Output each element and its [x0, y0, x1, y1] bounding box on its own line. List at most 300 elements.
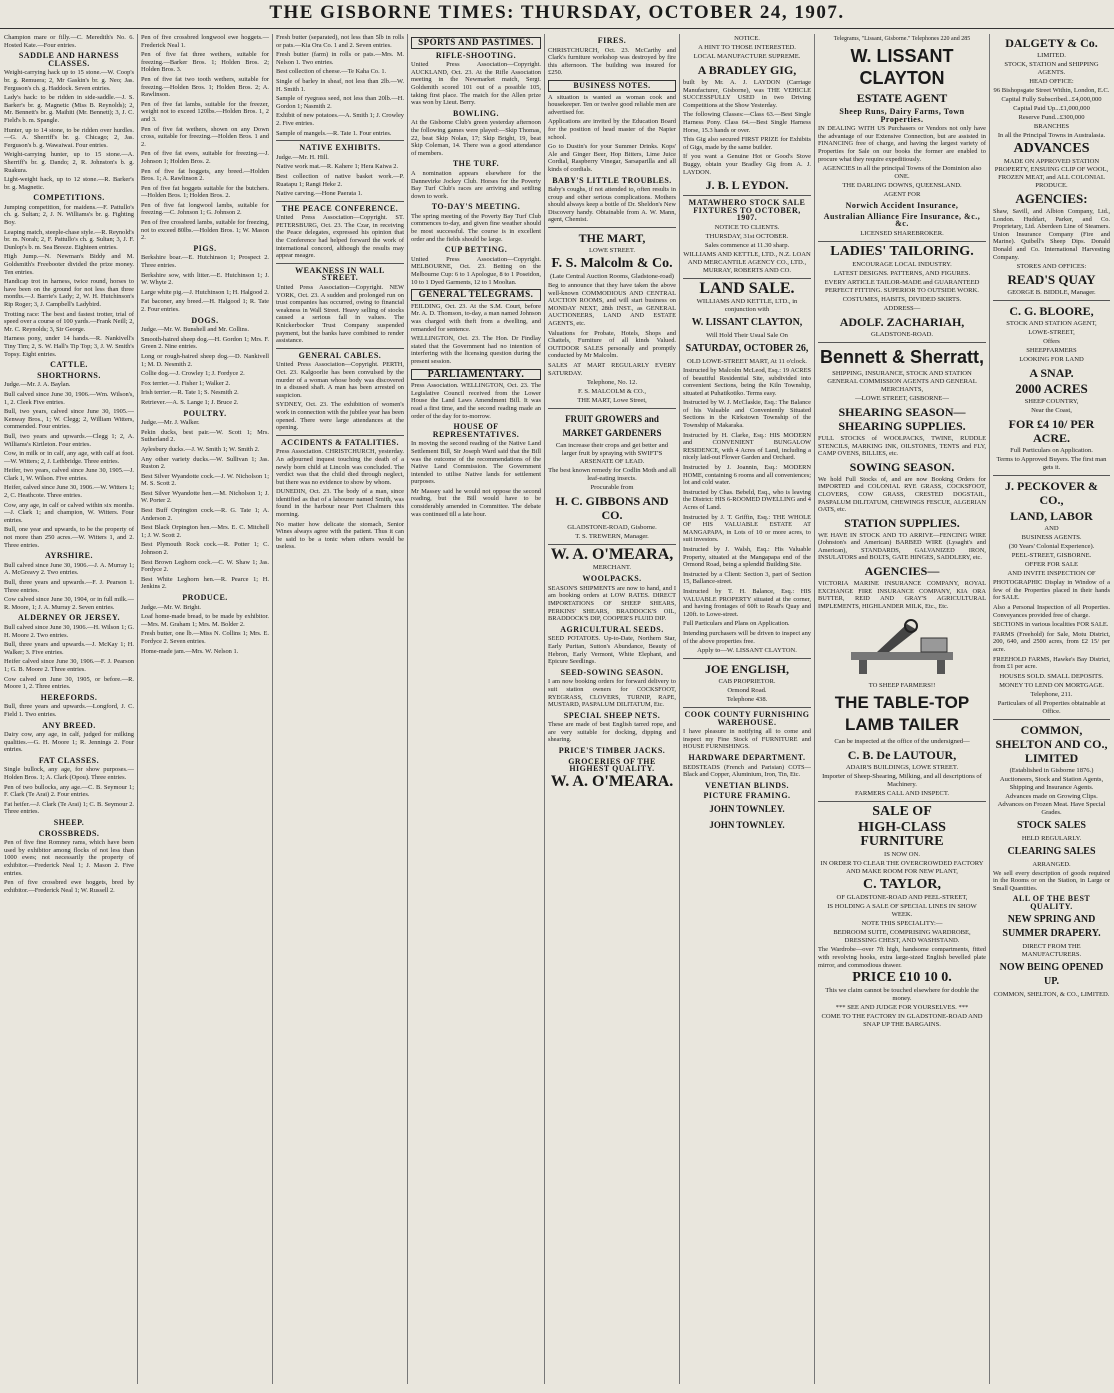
advert-subheading: MATAWHERO STOCK SALE FIXTURES TO OCTOBER, 1907. [688, 198, 806, 223]
advert-text: ENCOURAGE LOCAL INDUSTRY. [852, 260, 952, 268]
advert-heading: STATION SUPPLIES. [844, 515, 960, 530]
section-heading: BABY'S LITTLE TROUBLES. [552, 175, 672, 185]
article-paragraph: Applications are invited by the Education Board for the position of head master of the Napier school. [548, 118, 676, 141]
advert-text: HOUSES SOLD. SMALL DEPOSITS. [999, 672, 1104, 680]
article-paragraph: Fresh butter (separated), not less than 5lb in rolls or pats.—Kia Ora Co. 1 and 2. Seven entries. [276, 34, 404, 49]
advert-text: COSTUMES, HABITS, DIVIDED SKIRTS. [842, 295, 962, 303]
article-paragraph: In moving the second reading of the Native Land Settlement Bill, Sir Joseph Ward said that the Bill was the outcome of the recommendations of the Native Land Commission. The Government intended to utilise Native lands for settlement purposes. [411, 440, 541, 486]
article-paragraph: Fox terrier.—J. Fisher 1; Walker 2. [141, 379, 231, 387]
article-paragraph: Champion mare or filly.—C. Meredith's No. 6. Hosted Kate.—Four entries. [4, 34, 134, 49]
advert-heading: HIGH-CLASS FURNITURE [858, 820, 946, 850]
advert-text: FARMERS CALL AND INSPECT. [854, 790, 950, 798]
section-heading: SADDLE AND HARNESS CLASSES. [18, 51, 120, 68]
advert-text: Ormond Road. [727, 687, 767, 695]
section-heading: POULTRY. [183, 408, 227, 418]
article-paragraph: Judge.—Mr. J. Walker. [141, 419, 200, 427]
advert-text: EVERY ARTICLE TAILOR-MADE and GUARANTEED PERFECT FITTING. SUPERIOR TO OUTSIDE WORK. [824, 278, 980, 294]
article-paragraph: United Press Association—Copyright. AUCKLAND, Oct. 23. At the Rifle Association meeting in the Newmarket match, Sergt. Goldsmith scored 101 out of a possible 105, taking first place. The match for the Allen prize was won by Lieut. Berry. [411, 61, 541, 107]
advert-text: LIMITED. [1037, 52, 1066, 59]
advert-text: Reserve Fund...£300,000 [1018, 114, 1085, 121]
advert-text: This we claim cannot be touched elsewhere for double the money. [825, 987, 979, 1003]
column-divider [544, 34, 545, 1384]
section-heading: BUSINESS NOTES. [548, 80, 676, 92]
advert-text: (Late Central Auction Rooms, Gladstone-road) [550, 273, 674, 281]
advert-heading: A SNAP. [1029, 366, 1074, 381]
section-subheading: ANY BREED. [42, 720, 96, 730]
advert-text: AGENCIES in all the principal Towns of the Dominion also ONE. [822, 165, 982, 181]
article-paragraph: Press Association. WELLINGTON, Oct. 23. The Legislative Council received from the Lower House the Land Laws Amendment Bill. It was read a first time, and the second reading made an order of the day for to-morrow. [411, 382, 541, 420]
advert-text: Offers [1043, 338, 1060, 346]
column-4 [411, 34, 541, 1384]
advert-text: Terms to Approved Buyers. The first man gets it. [996, 456, 1107, 472]
article-paragraph: Berkshire sow, with litter.—E. Hutchinson 1; J. W. Whyte 2. [141, 271, 269, 287]
advert-paragraph: Instructed by T. H. Balance, Esq.: HIS VALUABLE PROPERTY situated at the corner, and having frontages of 60ft to Read's Quay and 120ft. to Lowe-street. [683, 587, 811, 618]
masthead: THE GISBORNE TIMES: THURSDAY, OCTOBER 24, 1907. [0, 2, 1114, 29]
advert-text: DIRECT FROM THE MANUFACTURERS. [1021, 942, 1082, 958]
advert-paragraph: I am now booking orders for forward delivery to suit station owners for COCKSFOOT, RYEGRASS, CLOVERS, TURNIP, RAPE, MUSTARD, PASPALUM DILITATUM, Etc. [548, 678, 676, 709]
advert-text: Importer of Sheep-Shearing, Milking, and all descriptions of Machinery. [822, 773, 982, 789]
article-paragraph: Bull, three years and upwards.—F. J. Pearson 1. Three entries. [4, 579, 134, 594]
advert-text: Will Hold Their Usual Sale On [706, 331, 788, 339]
advert-text: Telephone, No. 12. [586, 379, 638, 387]
advert-paragraph: SEASON'S SHIPMENTS are now to hand, and I am booking orders at LOW RATES. DIRECT IMPORTATIONS OF SHEEP SHEARS, PERKINS' SHEARS, BRADDOCK'S OIL, BRADDOCK'S DIP, COOPER'S FLUID DIP. [548, 584, 676, 623]
article-paragraph: A nomination appears elsewhere for the Dannevirke Jockey Club. Horses for the Poverty Bay Turf Club's races are arriving and settling down to work. [411, 169, 541, 200]
section-heading: THE PEACE CONFERENCE. [281, 203, 399, 213]
article-paragraph: Native carving.—Hone Paerata 1. [276, 190, 363, 198]
article-paragraph: Pen of five crossbred ewe hoggets, bred by exhibitor.—Frederick Neal 1; W. Russell 2. [4, 879, 134, 894]
article-paragraph: Best Silver Wyandotte cock.—J. W. Nicholson 1; M. S. Scott 2. [141, 472, 269, 488]
advert-text: HELD REGULARLY. [1021, 834, 1082, 842]
article-paragraph: Best Black Orpington hen.—Mrs. E. C. Mitchell 1; J. W. Scott 2. [141, 524, 269, 539]
article-paragraph: Native work mat.—R. Kahere 1; Hera Kaiwa 2. [276, 163, 399, 171]
advert-text: THURSDAY, 31st OCTOBER. [705, 232, 789, 240]
article-paragraph: At the Gisborne Club's green yesterday afternoon the following games were played:—Skip Thomas, 22, beat Skip Nolan, 17; Skip Bright, 19, beat Skip Coleman, 14. There was a good attendance of members. [411, 119, 541, 157]
advert-paragraph: We hold Full Stocks of, and are now Booking Orders for IMPORTED and COLONIAL RYE GRASS, COCKSFOOT, CLOVERS, COW GRASS, CRESTED DOGSTAIL, PASPALUM DILITATUM, CHEWINGS FESCUE, ALGERIAN OATS, etc. [818, 475, 986, 514]
advert-text: T. S. TREWERN, Manager. [575, 533, 649, 541]
advert-paragraph: I have pleasure in notifying all to come and inspect my Fine Stock of FURNITURE and HOUSE FURNISHINGS. [683, 728, 811, 751]
advert-paragraph: Also a Personal Inspection of all Properties. Conveyances provided free of charge. [993, 603, 1110, 619]
advert-subheading: PRICE'S TIMBER JACKS. [558, 746, 666, 756]
article-paragraph: United Press Association—Copyright. ST. PETERSBURG, Oct. 23. The Czar, in receiving the Peace delegates, expressed his opinion that the Conference had helped forward the work of international concord, although the results may appear meagre. [276, 214, 404, 260]
advert-paragraph: Instructed by J. Walsh, Esq.: His Valuable Property, situated at the Mangapapa end of the Ormond Road, being a splendid Building Site. [683, 545, 811, 569]
advert-text: WILLIAMS AND KETTLE, LTD., in conjunction with [696, 297, 798, 313]
advert-paragraph: PHOTOGRAPHIC Display in Window of a few of the Properties placed in their hands for SALE. [993, 579, 1110, 602]
advert-heading: W. A. O'MEARA. [550, 772, 674, 790]
column-3 [276, 34, 404, 1384]
advert-heading: PRICE £10 10 0. [852, 970, 952, 986]
article-paragraph: Weight-carrying hunter, up to 15 stone.—A. Sherriff's br. g. Dando; 2, R. Johnston's b. g. Ruakura. [4, 151, 134, 174]
article-paragraph: Judge.—Mr. W. Bunshell and Mr. Collins. [141, 326, 249, 334]
article-paragraph: FEILDING, Oct. 23. At the S.M. Court, before Mr. A. D. Thomson, to-day, a man named Johnson was charged with theft from a dwelling, and remanded for sentence. [411, 302, 541, 333]
advert-subheading: WOOLPACKS. [582, 574, 642, 584]
advert-heading: 2000 ACRES [1015, 381, 1088, 397]
advert-text: Auctioneers, Stock and Station Agents, Shipping and Insurance Agents. [999, 775, 1104, 791]
article-paragraph: Mr Massey said he would not oppose the second reading, but the Bill would have to be considerably amended in Committee. The debate was continued till a late hour. [411, 487, 541, 518]
advert-text: COME TO THE FACTORY IN GLADSTONE-ROAD AND SNAP UP THE BARGAINS. [821, 1013, 983, 1029]
advert-paragraph: Shaw, Savill, and Albion Company, Ltd., London. Huddart, Parker, and Co. Proprietary, Ltd. Aberdeen Line of Steamers. Union Insurance Company (Fire and Marine). Quibell's Sheep Dips. Donald Donald and Co. International Harvesting Company. [993, 208, 1110, 261]
advert-text: F. S. MALCOLM & CO., [578, 388, 646, 396]
advert-heading: DALGETY & Co. [1005, 36, 1098, 50]
article-paragraph: Press Association. CHRISTCHURCH, yesterday. An adjourned inquest touching the death of a newly born child at Lincoln was concluded. The verdict was that the child died through neglect, but there was no evidence to show by whom. [276, 448, 404, 486]
article-paragraph: Pen of five fat lambs, suitable for the freezer, weight not to exceed 120lbs.—Holden Bros. 1, 2 and 3. [141, 100, 269, 123]
advert-paragraph: Beg to announce that they have taken the above well-known COMMODIOUS AND CENTRAL AUCTION ROOMS, and will start business on MONDAY NEXT, 28th INST., as GENERAL AUCTIONEERS, LAND AND ESTATE AGENTS, etc. [548, 282, 676, 328]
article-paragraph: Sample of mangels.—R. Tate 1. Four entries. [276, 129, 392, 137]
article-paragraph: Fresh butter (farm) in rolls or pats.—Mrs. M. Nelson 1. Two entries. [276, 51, 404, 66]
article-paragraph: High Jump.—N. Newman's Biddy and M. Goldsmith's Freebooter divided the prize money. Ten entries. [4, 253, 134, 276]
article-paragraph: Bull calved since June 30, 1906.—H. Wilson 1; G. H. Moore 2. Two entries. [4, 623, 134, 639]
advert-heading: W. LISSANT CLAYTON, [691, 316, 803, 328]
advert-text: Can be inspected at the office of the undersigned— [834, 738, 970, 746]
advert-text: Telegrams, "Lissant, Gisborne." Telephones 220 and 285 [833, 36, 971, 42]
article-paragraph: Pen of five fat three wethers, suitable for freezing.—Barker Bros. 1; Holden Bros. 2; Holden Bros. 3. [141, 51, 269, 74]
article-paragraph: Judge.—Mr. J. A. Baylan. [4, 381, 71, 389]
advert-heading: A BRADLEY GIG, [697, 63, 797, 77]
article-paragraph: Pen of five crossbred lambs, suitable for freezing, not to exceed 80lbs.—Holden Bros. 1; W. Mason 2. [141, 219, 269, 242]
advert-subheading: GROCERIES OF THE HIGHEST QUALITY. [568, 756, 656, 774]
article-paragraph: Large white pig.—J. Hutchinson 1; H. Halgood 2. [141, 288, 269, 296]
advert-paragraph: Instructed by Chas. Bebeld, Esq., who is leaving the District: HIS 6-ROOMED DWELLING and 4 Acres of Land. [683, 488, 811, 511]
article-paragraph: Bull calved since June 30, 1906.—Wm. Wilson's, 1, 2. Cleek Five entries. [4, 390, 134, 406]
section-subheading: ALDERNEY OR JERSEY. [17, 613, 121, 623]
advert-text: —LOWE STREET, GISBORNE— [855, 394, 949, 402]
advert-heading: ESTATE AGENT [856, 91, 948, 105]
article-paragraph: The spring meeting of the Poverty Bay Turf Club commences to-day, and given fine weather should be most successful. The course is in excellent order and the fields should be large. [411, 212, 541, 243]
advert-text: (Established in Gisborne 1876.) [1009, 766, 1094, 774]
article-paragraph: Aylesbury ducks.—J. W. Smith 1; W. Smith 2. [141, 445, 260, 453]
article-paragraph: Weight-carrying hack up to 15 stone.—W. Coop's br. g. Remuera; 2, Mr Gaskin's br. g. Neo; Jas. Ferguson's ch. g. Haddock. Seven entries. [4, 69, 134, 92]
advert-paragraph: Valuations for Probate, Hotels, Shops and Chattels, Furniture of all kinds Valued. OUTDOOR SALES personally and promptly conducted by Mr Malcolm. [548, 329, 676, 360]
article-paragraph: SYDNEY, Oct. 23. The exhibition of women's work in connection with the jubilee year has been opened. There were large attendances at the opening. [276, 401, 404, 432]
article-paragraph: Retriever.—A. S. Lange 1; J. Bruce 2. [141, 398, 239, 406]
advert-heading: C. G. BLOORE, [1009, 304, 1094, 319]
advert-text: HEAD OFFICE: [1029, 78, 1074, 85]
advert-heading: Bennett & Sherratt, [819, 346, 985, 367]
advert-text: Telephone, 211. [1030, 690, 1073, 698]
advert-paragraph: Instructed by H. Clarke, Esq.: HIS MODERN and CONVENIENT BUNGALOW RESIDENCE, with 4 Acres of Land, including a nicely laid-out Flower Garden and Orchard. [683, 431, 811, 462]
article-paragraph: CHRISTCHURCH, Oct. 23. McCarthy and Clark's furniture workshop was destroyed by fire this afternoon. The building was insured for £250. [548, 46, 676, 77]
advert-heading: C. B. De LAUTOUR, [847, 748, 957, 763]
advert-text: Can increase their crops and get better and larger fruit by spraying with SWIFT'S ARSENATE OF LEAD. [555, 442, 669, 466]
article-paragraph: Bull, three years and upwards.—Longford, J. C. Field 1. Two entries. [4, 703, 134, 718]
advert-text: BRANCHES [1033, 123, 1070, 130]
article-paragraph: Long or rough-haired sheep dog.—D. Nankivell 1; M. D. Nesmith 2. [141, 352, 269, 368]
section-subheading: RIFLE-SHOOTING. [435, 50, 517, 60]
section-subheading: FAT CLASSES. [38, 755, 100, 765]
article-paragraph: Berkshire boar.—E. Hutchinson 1; Prospect 2. Three entries. [141, 254, 269, 270]
article-paragraph: Handicap trot in harness, twice round, horses to have been on the ground for not less than three months.—J. Barrie's Lady; 2, W. H. Hutchinson's Rip Roger; 3, J. Campbell's Ladybird. [4, 278, 134, 308]
article-paragraph: Best Buff Orpington cock.—R. G. Tate 1; A. Anderson 2. [141, 507, 269, 522]
article-paragraph: Fat heifer.—J. Clark (Te Arai) 1; C. B. Seymour 2. Three entries. [4, 800, 134, 816]
advert-text: NOTICE. [734, 35, 760, 42]
advert-heading: H. C. GIBBONS AND CO. [555, 494, 669, 523]
advert-heading: W. LISSANT CLAYTON [850, 46, 954, 88]
column-7 [818, 34, 986, 1384]
advert-paragraph: Full Particulars and Plans on Application. [683, 620, 790, 628]
article-paragraph: Cow calved on June 30, 1905, or before.—R. Moore 1, 2. Three entries. [4, 675, 134, 691]
article-paragraph: Cow, in milk or in calf, any age, with calf at foot.—W. Witters; 2, J. Lethbridge. Three entries. [4, 450, 134, 465]
article-paragraph: Smooth-haired sheep dog.—H. Gordon 1; Mrs. F. Green 2. Nine entries. [141, 335, 269, 351]
advert-heading: FOR £4 10/ PER ACRE. [1008, 417, 1095, 446]
advert-text: Telephone 438. [726, 696, 768, 704]
advert-text: MERCHANT. [592, 564, 632, 572]
article-paragraph: A situation is wanted as woman cook and housekeeper. Ten or twelve good reliable men are advertised for. [548, 93, 676, 116]
advert-heading: AGENCIES: [1015, 191, 1088, 206]
advert-heading: COMMON, SHELTON AND CO., LIMITED [995, 722, 1108, 765]
advert-paragraph: The following Classes:—Class 63.—Best Single Harness Pony. Class 64.—Best Single Harness Horse, 15.3 hands or over. [683, 111, 811, 134]
advert-paragraph: FULL STOCKS of WOOLPACKS, TWINE, RUDDLE STENCILS, MARKING INK, OILSTONES, TENTS and FLY, CAMP OVENS, BILLIES, etc. [818, 434, 986, 458]
advert-text: SHEEP COUNTRY, [1024, 398, 1079, 406]
advert-paragraph: Instructed by a Client: Section 3, part of Section 15, Ballance-street. [683, 570, 811, 586]
column-6 [683, 34, 811, 1384]
advert-text: Procurable from [590, 484, 634, 492]
advert-text: *** SEE AND JUDGE FOR YOURSELVES. *** [835, 1004, 969, 1012]
advert-text: THE MART, Lowe Street, [577, 397, 647, 405]
advert-paragraph: Instructed by J. Joannin, Esq.: MODERN HOME, containing 6 rooms and all conveniences; lot and cold water. [683, 464, 811, 487]
advert-heading: LAND, LABOR [1010, 509, 1093, 524]
advert-heading: JOHN TOWNLEY. [709, 820, 785, 831]
article-paragraph: Sample of ryegrass seed, not less than 20lb.—H. Gordon 1; Nasmith 2. [276, 95, 404, 110]
advert-text: TO SHEEP FARMERS!! [868, 682, 936, 690]
section-heading: WEAKNESS IN WALL STREET. [295, 265, 385, 283]
advert-text: IN ORDER TO CLEAR THE OVERCROWDED FACTORY AND MAKE ROOM FOR NEW PLANT, [820, 860, 984, 876]
article-paragraph: United Press Association—Copyright. PERTH, Oct. 23. Kalgoorlie has been convulsed by the murder of a woman whose body was discovered in a disused shaft. A man has been arrested on suspicion. [276, 361, 404, 399]
advert-paragraph: built by Mr. A. J. LAYDON (Carriage Manufacturer, Gisborne), was THE VEHICLE SUCCESSFULLY USED in two Driving Competitions at the Show Yesterday. [683, 79, 811, 109]
advert-text: COMMON, SHELTON, & CO., LIMITED. [993, 990, 1110, 998]
advert-heading: JOE ENGLISH, [704, 662, 790, 677]
advert-subheading: Sheep Runs, Dairy Farms, Town Properties. [839, 107, 965, 124]
article-paragraph: Irish terrier.—R. Tate 1; S. Nesmith 2. [141, 389, 239, 397]
section-heading: COMPETITIONS. [33, 193, 105, 203]
advert-subheading: Norwich Accident Insurance, [845, 201, 959, 211]
advert-heading: SATURDAY, OCTOBER 26, [685, 342, 809, 354]
advert-text: Capital Fully Subscribed...£4,000,000 [1001, 96, 1102, 103]
column-1 [4, 34, 134, 1384]
advert-text: THE DARLING DOWNS, QUEENSLAND. [842, 182, 962, 190]
section-heading: GENERAL CABLES. [298, 350, 382, 360]
article-paragraph: Jumping competition, for maidens.—F. Pattullo's ch. g. Sultan; 2, J. N. Williams's br. g. Fighting Boy. [4, 203, 134, 227]
advert-text: In all the Principal Towns in Australasia. [997, 132, 1106, 139]
article-paragraph: Fat baconer, any breed.—H. Halgood 1; R. Tate 2. Four entries. [141, 298, 269, 313]
advert-paragraph: SALES AT MART REGULARLY EVERY SATURDAY. [548, 362, 676, 377]
article-paragraph: Bull, two years and upwards.—Clegg 1; 2, A. Williams's Kirtleton. Four entries. [4, 432, 134, 448]
article-paragraph: Pen of five fat two tooth wethers, suitable for freezing.—Holden Bros. 1; Holden Bros. 2; A. Rawlinson. [141, 75, 269, 99]
section-heading: HOUSE OF REPRESENTATIVES. [432, 422, 520, 439]
article-paragraph: Go to Dustin's for your Summer Drinks. Kops' Ale and Ginger Beer, Hop Bitters, Lime Juice Cordial, Raspberry Vinegar, Sarsaparilla and all kinds of cordials. [548, 143, 676, 173]
advert-text: NOTE THIS SPECIALITY:— [861, 920, 943, 928]
advert-text: GLADSTONE-ROAD. [871, 330, 933, 338]
article-paragraph: Pen of five fat hoggets suitable for the butchers.—Holden Bros. 1; Holden Bros. 2. [141, 184, 269, 200]
column-divider [989, 34, 990, 1384]
article-paragraph: Judge.—Mr. W. Bright. [141, 603, 202, 611]
advert-subheading: SPECIAL SHEEP NETS. [563, 710, 661, 720]
advert-heading: LAND SALE. [699, 279, 795, 297]
advert-heading: J. B. L EYDON. [705, 178, 789, 193]
article-paragraph: Harness pony, under 14 hands.—R. Nankivell's Tiny Tim; 2, S. W. Hall's Tip Top; 3, J. W. Smith's Topsy. Eight entries. [4, 335, 134, 358]
advert-text: GLADSTONE-ROAD, Gisborne. [567, 524, 657, 532]
advert-text: NOTICE TO CLIENTS. [714, 223, 780, 231]
advert-text: LICENSED SHAREBROKER. [860, 229, 944, 237]
advert-heading: C. TAYLOR, [863, 877, 941, 893]
column-8 [993, 34, 1110, 1384]
advert-text: Advances made on Growing Clips. Advances on Frozen Meat. Have Special Grades. [997, 792, 1106, 816]
advert-paragraph: If you want a Genuine Hot or Good's Stove Buggy, obtain your Bradley Gig from A. J. LAYDON. [683, 153, 811, 176]
article-paragraph: Home-made jam.—Mrs. W. Nelson 1. [141, 647, 239, 655]
article-paragraph: Cow, any age, in calf or calved within six months.—J. Clark 1; and champion, W. Witters. Four entries. [4, 501, 134, 524]
advert-text: STOCK AND STATION AGENT, [1006, 320, 1097, 328]
advert-paragraph: IN DEALING WITH US Purchasers or Vendors not only have the advantage of our Extensive Connection, but are assisted in FINANCING free of charge, and having the largest variety of Properties for Sale on our books the former are enabled to procure what they require expeditiously. [818, 125, 986, 163]
lamb-tailer-illustration [847, 616, 957, 676]
article-paragraph: Best White Leghorn hen.—R. Pearce 1; H. Jenkins 2. [141, 575, 269, 591]
advert-text: BEDROOM SUITE, COMPRISING WARDROBE, DRESSING CHEST, AND WASHSTAND. [833, 929, 971, 945]
advert-paragraph: WE HAVE IN STOCK AND TO ARRIVE—FENCING WIRE (Johnston's and American) BARBED WIRE (Lysaght's and American), STANDARDS, GALVANIZED IRON, INSULATORS and BOLTS, GATE HINGES, SADDLERY, etc. [818, 531, 986, 562]
article-paragraph: Bull, two years, calved since June 30, 1905.—Kenway Bros., 1; W. Clegg; 2, William Witters, commended. Four entries. [4, 408, 134, 431]
section-subheading: AYRSHIRE. [45, 551, 93, 561]
article-paragraph: Fresh butter, one lb.—Miss N. Collins 1; Mrs. E. Fordyce 2. Seven entries. [141, 630, 269, 645]
advert-subheading: AGRICULTURAL SEEDS. [560, 624, 664, 634]
advert-subheading: COOK COUNTY FURNISHING WAREHOUSE. [684, 710, 810, 727]
advert-heading: THE TABLE-TOP LAMB TAILER [834, 693, 970, 735]
advert-text: LOWE-STREET, [1028, 329, 1075, 337]
advert-subheading: ALL OF THE BEST QUALITY. [1012, 894, 1091, 912]
advert-text: STOCK, STATION and SHIPPING AGENTS. [1004, 61, 1099, 76]
advert-text: OFFER FOR SALE [1024, 561, 1079, 569]
article-paragraph: Pen of five fat wethers, shown on any Down cross, suitable for freezing.—Holden Bros. 1 and 2. [141, 125, 269, 148]
article-paragraph: Single of barley in sheaf, not less than 2lb.—W. H. Smith 1. [276, 77, 404, 93]
advert-paragraph: VICTORIA MARINE INSURANCE COMPANY, ROYAL EXCHANGE FIRE INSURANCE COMPANY, KIA ORA BUTTER, REID AND GRAY'S AGRICULTURAL IMPLEMENTS, HIGHLANDER MILK, Etc., Etc. [818, 580, 986, 610]
advert-paragraph: Instructed by Malcolm McLeod, Esq.: 19 ACRES of beautiful Residential Site, subdivided into convenient Sections, being the Kiln Township, situated at Puhatikotiko. Terms easy. [683, 366, 811, 397]
advert-paragraph: SEED POTATOES. Up-to-Date, Northern Star, Early Puritan, Sutton's Abundance, Beauty of Hebron, Early Vermont, White Elephant, and Epicure Seedlings. [548, 635, 676, 666]
advert-text: Sales commence at 11.30 sharp. [704, 241, 790, 249]
advert-paragraph: FARMS (Freehold) for Sale, Motu District, 200, 640, and 2500 acres, from £2 15/ per acre. [993, 630, 1110, 653]
article-paragraph: Pen of five fine Romney rams, which have been used by exhibitor among flocks of not less than 1000 ewes; not necessarily the property of exhibitor.—Frederick Neal 1; J. Mason 2. Five entries. [4, 839, 134, 877]
advert-paragraph: Intending purchasers will be driven to inspect any of the above properties free. [683, 629, 811, 645]
advert-heading: LADIES' TAILORING. [830, 243, 974, 259]
advert-text: SHEEPFARMERS [1026, 347, 1077, 355]
advert-heading: SHEARING SEASON— SHEARING SUPPLIES. [838, 404, 966, 433]
advert-paragraph: Instructed by W. J. McClaskie, Esq.: The Balance of his Valuable and Conveniently Situated Sections in the Kirkstown Township of the Township of Makaraka. [683, 399, 811, 430]
article-paragraph: Any other variety ducks.—W. Sullivan 1; Jas. Ruston 2. [141, 455, 269, 471]
section-heading: ACCIDENTS & FATALITIES. [281, 437, 399, 447]
advert-heading: F. S. Malcolm & Co. [551, 256, 673, 272]
article-paragraph: Pen of five fat ewes, suitable for freezing.—J. Johnson 1; Holden Bros. 2. [141, 150, 269, 165]
advert-text: SHIPPING, INSURANCE, STOCK AND STATION GENERAL COMMISSION AGENTS AND GENERAL MERCHANTS, [827, 369, 977, 393]
article-paragraph: Exhibit of new potatoes.—A. Smith 1; J. Crowley 2. Five entries. [276, 112, 404, 127]
advert-heading: NOW BEING OPENED UP. [999, 961, 1104, 987]
section-heading: GENERAL TELEGRAMS. [411, 289, 541, 301]
article-paragraph: Heifer, calved since June 30, 1906.—W. Witters 1; 2, C. Heathcote. Three entries. [4, 484, 134, 500]
section-heading: PARLIAMENTARY. [411, 369, 541, 381]
advert-paragraph: This Gig also secured FIRST PRIZE for Exhibits of Gigs, made by the same builder. [683, 136, 811, 151]
article-paragraph: Dairy cow, any age, in calf, judged for milking qualities.—G. H. Moore 1; R. Jennings 2. Four entries. [4, 731, 134, 754]
article-paragraph: Best Brown Leghorn cock.—C. W. Shaw 1; Jas. Fordyce 2. [141, 558, 269, 574]
article-paragraph: United Press Association—Copyright. NEW YORK, Oct. 23. A sudden and prolonged run on trust companies has occurred, owing to financial weakness in Wall Street. Heavy selling of stocks caused a serious fall in values. The Knickerbocker Trust Company suspended payment, but the banks have combined to render assistance. [276, 284, 404, 345]
section-heading: PIGS. [193, 243, 217, 253]
article-paragraph: DUNEDIN, Oct. 23. The body of a man, since identified as that of a labourer named Smith, was found in the harbour near Port Chalmers this morning. [276, 488, 404, 519]
advert-text: (30 Years' Colonial Experience). [1008, 543, 1095, 551]
article-paragraph: Loaf home-made bread, to be made by exhibitor.—Mrs. M. Graham 1; Mrs. M. Bolder 2. [141, 613, 269, 628]
advert-text: STORES AND OFFICES: [1016, 263, 1087, 271]
advert-text: OF GLADSTONE-ROAD AND PEEL-STREET, [836, 894, 968, 902]
article-paragraph: Pen of five crossbred longwool ewe hoggets.—Frederick Neal 1. [141, 34, 269, 49]
advert-text: IS NOW ON. [884, 851, 920, 859]
section-heading: CATTLE. [50, 360, 88, 370]
article-paragraph: Baby's coughs, if not attended to, often results in croup and other serious complications. Mothers should always keep a bottle of Dr. Sheldon's New Discovery handy. Obtainable from A. W. Mann, agent, Chemist. [548, 186, 676, 224]
advert-heading: W. A. O'MEARA, [550, 546, 674, 564]
advert-paragraph: The Wardrobe—over 7ft high, handsome compartments, fitted with revolving hooks, extra large-sized English bevelled plate mirror, and commodious drawer. [818, 946, 986, 969]
advert-subheading: VENETIAN BLINDS. [704, 780, 790, 790]
section-heading: DOGS. [191, 315, 219, 325]
advert-heading: NEW SPRING AND SUMMER DRAPERY. [1002, 913, 1101, 939]
advert-heading: ADOLF. ZACHARIAH, [839, 314, 965, 329]
advert-paragraph: SECTIONS in various localities FOR SALE. [993, 621, 1109, 629]
column-divider [407, 34, 408, 1384]
advert-paragraph: These are made of best English tarred rope, and are very suitable for docking, dipping and shearing. [548, 721, 676, 744]
advert-text: The best known remedy for Codlin Moth and all leaf-eating insects. [548, 467, 676, 483]
advert-text: WILLIAMS AND KETTLE, LTD., N.Z. LOAN AND MERCANTILE AGENCY CO., LTD., MURRAY, ROBERTS AND CO. [683, 250, 811, 274]
column-2 [141, 34, 269, 1384]
article-paragraph: No matter how delicate the stomach, Senior Wines always agree with the patient. Thus it can be said to be a tonic when others would be useless. [276, 520, 404, 551]
advert-paragraph: BEDSTEADS (French and Parisian) COTS—Black and Copper, Aluminium, Iron, Tin, Etc. [683, 763, 811, 779]
advert-text: Particulars of all Properties obtainable at Office. [997, 699, 1106, 715]
article-paragraph: Judge.—Mr. H. Hill. [276, 153, 329, 161]
section-heading: FIRES. [597, 36, 627, 45]
advert-text: BUSINESS AGENTS. [1021, 534, 1082, 542]
advert-text: Near the Coast, [1031, 407, 1072, 415]
advert-text: Capital Paid Up...£1,000,000 [1013, 105, 1090, 112]
advert-subheading: Australian Alliance Fire Insurance, &c., &c. [823, 211, 981, 229]
column-divider [137, 34, 138, 1384]
advert-text: A HINT TO THOSE INTERESTED. [698, 44, 796, 51]
article-paragraph: Pen of five fat hoggets, any breed.—Holden Bros. 1; A. Rawlinson 2. [141, 167, 269, 183]
article-paragraph: United Press Association—Copyright. MELBOURNE, Oct. 23. Betting on the Melbourne Cup: 6 to 1 Apologue, 8 to 1 Poseidon, 10 to 1 Dyed Garments, 12 to 1 Mooltan. [411, 255, 541, 286]
section-heading: THE TURF. [452, 159, 500, 169]
article-paragraph: Pen of five fat longwool lambs, suitable for freezing.—C. Johnson 1; G. Johnson 2. [141, 201, 269, 217]
article-paragraph: Single bullock, any age, for show purposes.—Holden Bros. 1; A. Clark (Opou). Three entries. [4, 766, 134, 782]
article-paragraph: Cow calved since June 30, 1904, or in full milk.—R. Moore, 1; J. A. Murray 2. Seven entries. [4, 596, 134, 611]
article-paragraph: Collie dog.—J. Crowley 1; J. Fordyce 2. [141, 370, 245, 378]
section-subheading: SHORTHORNS. [37, 370, 101, 380]
advert-heading: SOWING SEASON. [849, 459, 955, 474]
article-paragraph: Best collection of cheese.—Te Kaha Co. 1. [276, 68, 387, 76]
article-paragraph: Light-weight hack, up to 12 stone.—R. Barker's br. g. Magnetic. [4, 176, 134, 191]
article-paragraph: Lady's hack: to be ridden in side-saddle.—J. S. Barker's br. g. Magnetic (Miss B. Reynolds); 2, Mr. Bennett's br. g. Maihiti (Mr. Bennett); 3, J. C. Field's b. m. Spangle. [4, 94, 134, 124]
advert-text: IS HOLDING A SALE OF SPECIAL LINES IN SHOW WEEK. [827, 903, 977, 919]
advert-heading: JOHN TOWNLEY. [709, 804, 785, 815]
article-paragraph: Bull, one year and upwards, to be the property of not more than 250 acres.—W. Witters 1, and 2. Three entries. [4, 526, 134, 549]
advert-text: MONEY TO LEND ON MORTGAGE. [999, 681, 1104, 689]
advert-text: PEEL-STREET, GISBORNE. [1011, 552, 1092, 560]
advert-text: ADAIR'S BUILDINGS, LOWE STREET. [845, 764, 959, 772]
advert-text: OLD LOWE-STREET MART, At 11 o'clock. [687, 357, 807, 365]
article-paragraph: Best Silver Wyandotte hen.—M. Nicholson 1; J. W. Porter 2. [141, 489, 269, 505]
advert-paragraph: Instructed by J. T. Griffin, Esq.: THE WHOLE OF HIS VALUABLE ESTATE AT MANGAPAPA, in Lots of 10 or more acres, to suit investors. [683, 513, 811, 544]
advert-heading: FRUIT GROWERS and MARKET GARDENERS [562, 414, 662, 439]
advert-text: LOWE STREET. [588, 247, 636, 255]
article-paragraph: Leaping match, steeple-chase style.—R. Reynold's br. m. Norah; 2, F. Pattullo's ch. g. Sultan; 3, J. F. Dunlop's b. m. Sea Breeze. Eighteen entries. [4, 228, 134, 251]
advert-paragraph: FREEHOLD FARMS, Hawke's Bay District, from £1 per acre. [993, 655, 1110, 671]
article-paragraph: Best collection of native basket work.—P. Ruatapu 1; Rangi Heke 2. [276, 172, 404, 188]
advert-text: ADDRESS— [883, 304, 921, 312]
advert-subheading: SEED-SOWING SEASON. [560, 667, 664, 677]
advert-subheading: PICTURE FRAMING. [703, 791, 791, 801]
article-paragraph: Bull, three years and upwards.—J. McKay 1; H. Walker; 3. Five entries. [4, 641, 134, 656]
advert-text: GEORGE B. BIDDLE, Manager. [1007, 289, 1096, 297]
advert-subheading: HARDWARE DEPARTMENT. [688, 753, 806, 763]
advert-heading: READ'S QUAY [1007, 272, 1096, 288]
column-divider [814, 34, 815, 1384]
advert-heading: ADVANCES [1013, 141, 1090, 156]
section-heading: SHEEP. [53, 818, 85, 828]
